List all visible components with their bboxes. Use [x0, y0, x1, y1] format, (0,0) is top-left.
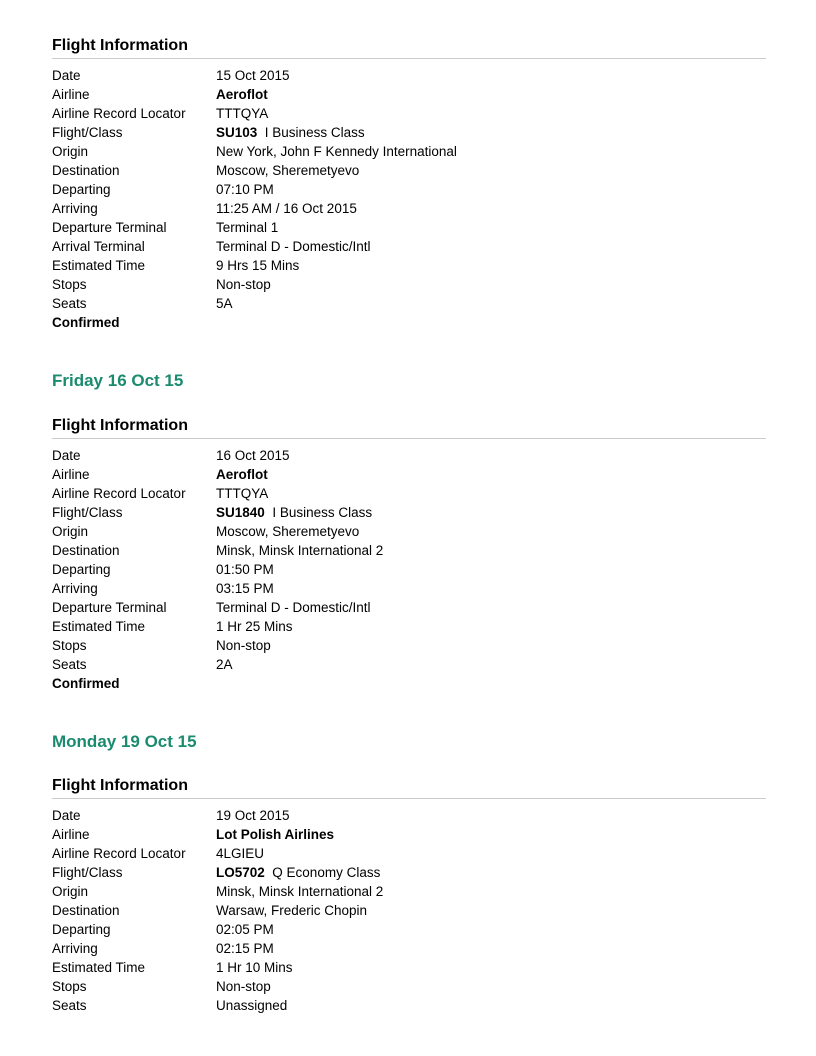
detail-row	[52, 522, 766, 541]
detail-label: Seats	[52, 657, 87, 672]
detail-label: Origin	[52, 524, 89, 539]
detail-row	[52, 655, 766, 674]
detail-label: Origin	[52, 144, 89, 159]
flight-info-rows	[52, 446, 766, 674]
flight-info-rows	[52, 66, 766, 313]
detail-row	[52, 503, 766, 522]
detail-label: Seats	[52, 998, 87, 1013]
detail-row	[52, 541, 766, 560]
detail-row	[52, 636, 766, 655]
detail-label: Origin	[52, 884, 89, 899]
detail-label: Arriving	[52, 581, 98, 596]
detail-row	[52, 598, 766, 617]
detail-value: TTTQYA	[216, 106, 269, 121]
detail-value: 16 Oct 2015	[216, 448, 290, 463]
detail-value: 19 Oct 2015	[216, 808, 290, 823]
detail-label: Arrival Terminal	[52, 239, 145, 254]
detail-value: Moscow, Sheremetyevo	[216, 524, 360, 539]
detail-label: Airline Record Locator	[52, 486, 186, 501]
detail-row	[52, 825, 766, 844]
flight-info-rows	[52, 806, 766, 1015]
detail-row	[52, 920, 766, 939]
detail-value: 02:05 PM	[216, 922, 274, 937]
detail-label: Airline	[52, 87, 90, 102]
detail-label: Destination	[52, 163, 120, 178]
detail-row	[52, 863, 766, 882]
detail-row	[52, 484, 766, 503]
detail-value: Terminal D - Domestic/Intl	[216, 600, 371, 615]
detail-label: Date	[52, 68, 81, 83]
detail-label: Estimated Time	[52, 619, 146, 634]
flight-info-title: Flight Information	[52, 776, 766, 799]
detail-value: 03:15 PM	[216, 581, 274, 596]
flight-number: SU103	[216, 125, 258, 140]
detail-label: Departure Terminal	[52, 220, 167, 235]
detail-value: Non-stop	[216, 979, 271, 994]
detail-value: Non-stop	[216, 277, 271, 292]
detail-label: Estimated Time	[52, 258, 146, 273]
detail-row	[52, 161, 766, 180]
detail-row	[52, 901, 766, 920]
detail-value: Non-stop	[216, 638, 271, 653]
detail-row	[52, 560, 766, 579]
detail-label: Stops	[52, 277, 87, 292]
detail-row	[52, 123, 766, 142]
detail-label: Flight/Class	[52, 505, 123, 520]
detail-label: Departing	[52, 562, 111, 577]
detail-row	[52, 579, 766, 598]
detail-value: 1 Hr 25 Mins	[216, 619, 293, 634]
detail-label: Airline	[52, 467, 90, 482]
detail-label: Departing	[52, 922, 111, 937]
detail-value: Aeroflot	[216, 87, 268, 102]
detail-label: Flight/Class	[52, 125, 123, 140]
flight-class-value	[216, 863, 766, 882]
detail-row	[52, 465, 766, 484]
detail-value: 1 Hr 10 Mins	[216, 960, 293, 975]
detail-value: Minsk, Minsk International 2	[216, 884, 384, 899]
detail-row	[52, 104, 766, 123]
flight-info-block	[52, 416, 766, 693]
detail-row	[52, 275, 766, 294]
detail-label: Stops	[52, 979, 87, 994]
detail-label: Arriving	[52, 941, 98, 956]
detail-label: Date	[52, 808, 81, 823]
flight-info-block	[52, 776, 766, 1015]
detail-label: Departure Terminal	[52, 600, 167, 615]
detail-label: Stops	[52, 638, 87, 653]
detail-row	[52, 996, 766, 1015]
cabin-class: Q Economy Class	[272, 865, 381, 880]
detail-row	[52, 617, 766, 636]
detail-label: Date	[52, 448, 81, 463]
detail-row	[52, 806, 766, 825]
detail-row	[52, 294, 766, 313]
detail-value: 5A	[216, 296, 233, 311]
flight-number: SU1840	[216, 505, 265, 520]
cabin-class: I Business Class	[272, 505, 373, 520]
detail-row	[52, 882, 766, 901]
detail-row	[52, 66, 766, 85]
cabin-class: I Business Class	[264, 125, 365, 140]
flight-class-value	[216, 123, 766, 142]
flight-info-title: Flight Information	[52, 416, 766, 439]
detail-label: Airline Record Locator	[52, 846, 186, 861]
detail-value: Moscow, Sheremetyevo	[216, 163, 360, 178]
detail-value: Terminal D - Domestic/Intl	[216, 239, 371, 254]
detail-value: 9 Hrs 15 Mins	[216, 258, 300, 273]
detail-label: Airline	[52, 827, 90, 842]
detail-label: Seats	[52, 296, 87, 311]
detail-row	[52, 977, 766, 996]
detail-row	[52, 199, 766, 218]
day-header: Monday 19 Oct 15	[52, 732, 197, 751]
detail-row	[52, 142, 766, 161]
detail-label: Estimated Time	[52, 960, 146, 975]
detail-value: Lot Polish Airlines	[216, 827, 335, 842]
detail-value: Warsaw, Frederic Chopin	[216, 903, 368, 918]
flight-class-value	[216, 503, 766, 522]
detail-row	[52, 958, 766, 977]
status-confirmed: Confirmed	[52, 676, 120, 691]
day-header: Friday 16 Oct 15	[52, 371, 184, 390]
detail-value: TTTQYA	[216, 486, 269, 501]
detail-label: Departing	[52, 182, 111, 197]
detail-value: Terminal 1	[216, 220, 279, 235]
flight-number: LO5702	[216, 865, 265, 880]
detail-label: Flight/Class	[52, 865, 123, 880]
flight-info-block	[52, 36, 766, 332]
flight-info-title: Flight Information	[52, 36, 766, 59]
detail-label: Destination	[52, 543, 120, 558]
detail-value: Unassigned	[216, 998, 288, 1013]
detail-label: Airline Record Locator	[52, 106, 186, 121]
detail-label: Destination	[52, 903, 120, 918]
detail-row	[52, 939, 766, 958]
detail-row	[52, 844, 766, 863]
detail-value: Minsk, Minsk International 2	[216, 543, 384, 558]
status-confirmed: Confirmed	[52, 315, 120, 330]
detail-value: 11:25 AM / 16 Oct 2015	[216, 201, 357, 216]
detail-value: 07:10 PM	[216, 182, 274, 197]
detail-value: 2A	[216, 657, 233, 672]
detail-label: Arriving	[52, 201, 98, 216]
detail-row	[52, 237, 766, 256]
detail-row	[52, 218, 766, 237]
detail-row	[52, 180, 766, 199]
detail-value: 4LGIEU	[216, 846, 265, 861]
detail-value: 02:15 PM	[216, 941, 274, 956]
detail-value: Aeroflot	[216, 467, 268, 482]
detail-value: New York, John F Kennedy International	[216, 144, 457, 159]
detail-row	[52, 85, 766, 104]
detail-row	[52, 256, 766, 275]
detail-value: 01:50 PM	[216, 562, 274, 577]
detail-value: 15 Oct 2015	[216, 68, 290, 83]
detail-row	[52, 446, 766, 465]
